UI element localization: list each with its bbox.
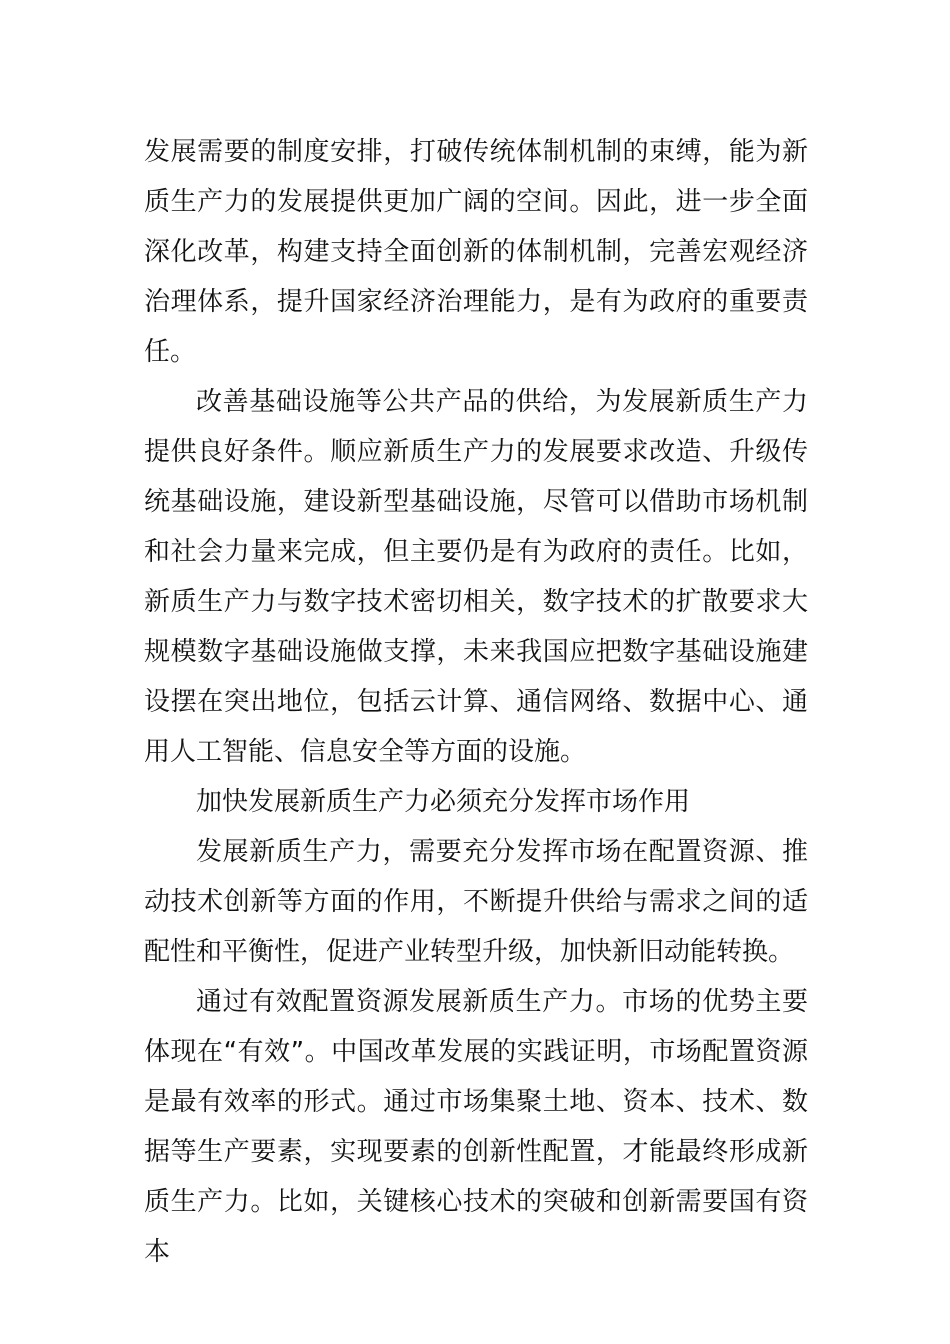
document-body bbox=[144, 127, 808, 1277]
paragraph-continued: 发展需要的制度安排，打破传统体制机制的束缚，能为新质生产力的发展提供更加广阔的空间。因此，进一步全面深化改革，构建支持全面创新的体制机制，完善宏观经济治理体系，提升国家经济治理能力，是有为政府的重要责任。 bbox=[144, 137, 808, 367]
paragraph-market-role: 发展新质生产力，需要充分发挥市场在配置资源、推动技术创新等方面的作用，不断提升供给与需求之间的适配性和平衡性，促进产业转型升级，加快新旧动能转换。 bbox=[144, 837, 808, 967]
paragraph-infrastructure: 改善基础设施等公共产品的供给，为发展新质生产力提供良好条件。顺应新质生产力的发展要求改造、升级传统基础设施，建设新型基础设施，尽管可以借助市场机制和社会力量来完成，但主要仍是有为政府的责任。比如，新质生产力与数字技术密切相关，数字技术的扩散要求大规模数字基础设施做支撑，未来我国应把数字基础设施建设摆在突出地位，包括云计算、通信网络、数据中心、通用人工智能、信息安全等方面的设施。 bbox=[144, 387, 808, 767]
paragraph-resource-allocation: 通过有效配置资源发展新质生产力。市场的优势主要体现在“有效”。中国改革发展的实践证明，市场配置资源是最有效率的形式。通过市场集聚土地、资本、技术、数据等生产要素，实现要素的创新性配置，才能最终形成新质生产力。比如，关键核心技术的突破和创新需要国有资本 bbox=[144, 987, 808, 1267]
section-heading: 加快发展新质生产力必须充分发挥市场作用 bbox=[196, 787, 691, 817]
